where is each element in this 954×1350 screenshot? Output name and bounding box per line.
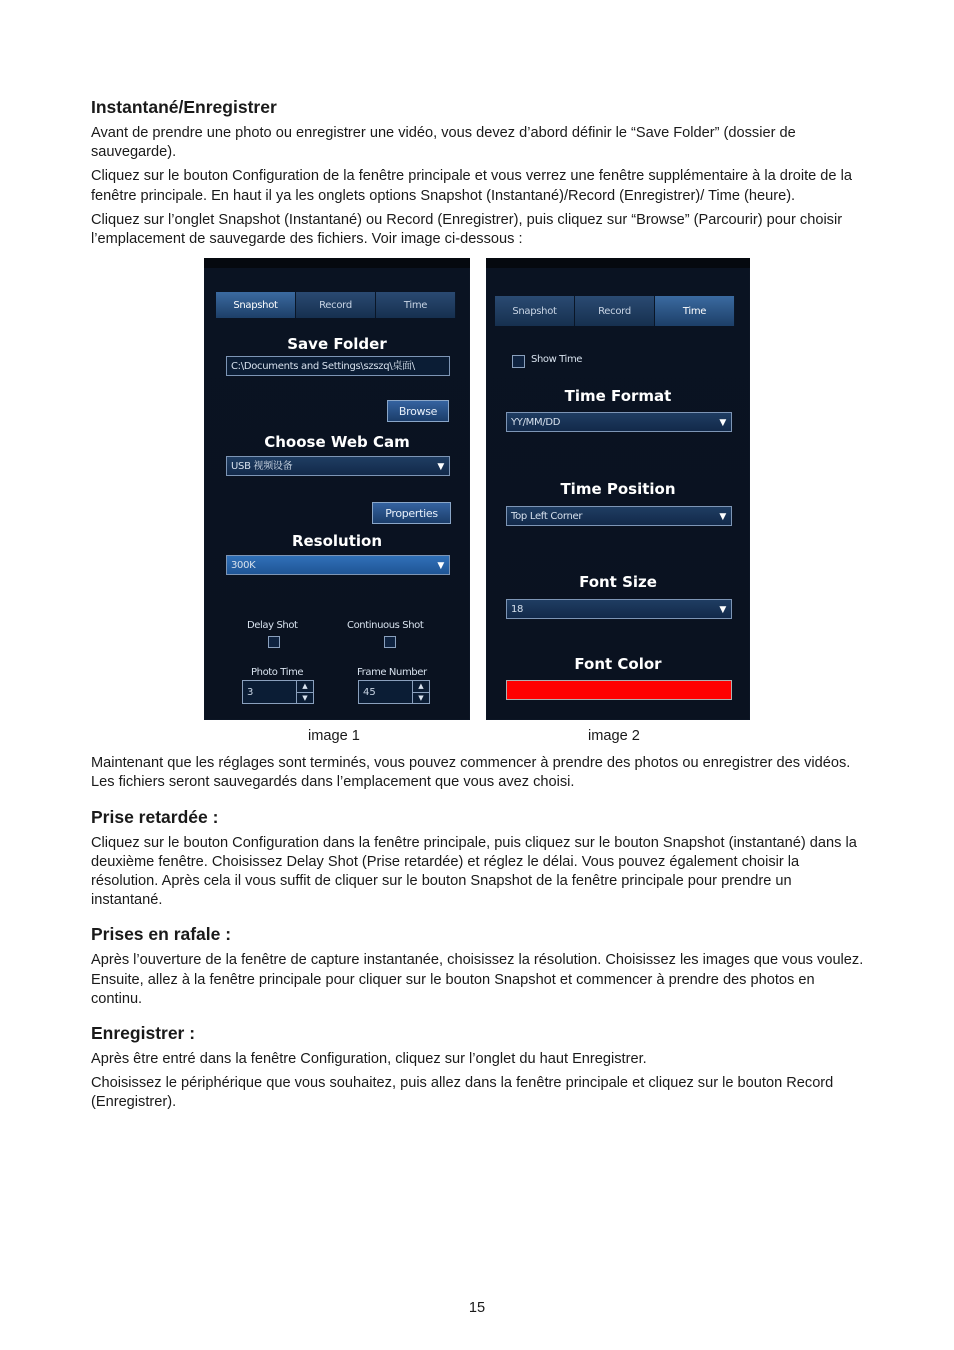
paragraph: Après être entré dans la fenêtre Configuration, cliquez sur l’onglet du haut Enregistrer. xyxy=(91,1051,647,1068)
webcam-select[interactable] xyxy=(226,456,450,476)
frame-number-label: Frame Number xyxy=(357,667,427,679)
frame-number-value: 45 xyxy=(363,687,376,699)
font-size-value: 18 xyxy=(511,604,524,616)
show-time-label: Show Time xyxy=(531,354,583,366)
dropdown-arrow-icon: ▼ xyxy=(437,462,444,473)
tab-snapshot[interactable]: Snapshot xyxy=(216,292,296,318)
choose-webcam-label: Choose Web Cam xyxy=(264,433,410,452)
stepper-buttons[interactable] xyxy=(296,681,313,703)
paragraph: Maintenant que les réglages sont terminés, vous pouvez commencer à prendre des photos ou enregistrer des vidéos. Les fichiers seront sauvegardés dans l’emplacement que vous avez choisi. xyxy=(91,755,851,791)
screenshot-time-panel xyxy=(486,258,750,720)
save-folder-input[interactable]: C:\Documents and Settings\szszq\桌面\ xyxy=(226,356,450,376)
tab-record[interactable]: Record xyxy=(575,296,655,326)
frame-number-stepper[interactable] xyxy=(358,680,430,704)
section-title-burst: Prises en rafale : xyxy=(91,924,232,945)
stepper-buttons[interactable] xyxy=(412,681,429,703)
paragraph: Avant de prendre une photo ou enregistrer une vidéo, vous devez d’abord définir le “Save Folder” (dossier de sauvegarde). xyxy=(91,125,796,161)
time-format-label: Time Format xyxy=(564,387,672,406)
dropdown-arrow-icon: ▼ xyxy=(719,512,726,523)
time-position-value: Top Left Corner xyxy=(511,511,583,523)
webcam-select-value: USB 视频设备 xyxy=(231,461,293,473)
figure-group xyxy=(91,258,866,754)
down-arrow-icon[interactable]: ▼ xyxy=(418,694,424,703)
section-title-delay-shot: Prise retardée : xyxy=(91,806,219,827)
photo-time-value: 3 xyxy=(247,687,254,699)
dropdown-arrow-icon: ▼ xyxy=(437,561,444,572)
screenshot-snapshot-panel xyxy=(204,258,470,720)
paragraph: Cliquez sur l’onglet Snapshot (Instantané) ou Record (Enregistrer), puis cliquez sur “Browse” (Parcourir) pour choisir l’emplacement de sauvegarde des fichiers. Voir image ci-dessous : xyxy=(91,211,843,248)
time-position-select[interactable] xyxy=(506,506,732,526)
properties-button[interactable]: Properties xyxy=(372,502,451,524)
section-title-snapshot-record: Instantané/Enregistrer xyxy=(91,97,277,117)
page-content xyxy=(91,96,866,1118)
font-color-label: Font Color xyxy=(574,655,662,674)
save-folder-label: Save Folder xyxy=(287,335,387,354)
tab-bar xyxy=(495,296,735,326)
time-format-select[interactable] xyxy=(506,412,732,432)
continuous-shot-label: Continuous Shot xyxy=(347,620,424,632)
tab-time[interactable]: Time xyxy=(376,292,456,318)
tab-time[interactable]: Time xyxy=(655,296,735,326)
photo-time-stepper[interactable] xyxy=(242,680,314,704)
font-color-swatch[interactable] xyxy=(506,680,732,700)
photo-time-label: Photo Time xyxy=(251,667,304,679)
dropdown-arrow-icon: ▼ xyxy=(719,605,726,616)
font-size-label: Font Size xyxy=(579,573,657,592)
title-bar xyxy=(204,258,470,268)
tab-bar xyxy=(216,292,456,318)
delay-shot-checkbox[interactable] xyxy=(268,636,280,648)
delay-shot-label: Delay Shot xyxy=(247,620,298,632)
section-title-record: Enregistrer : xyxy=(91,1023,196,1044)
font-size-select[interactable] xyxy=(506,599,732,619)
paragraph: Après l’ouverture de la fenêtre de capture instantanée, choisissez la résolution. Choisissez les images que vous voulez. Ensuite, allez à la fenêtre principale pour cliquer sur le bouton Snapshot et commencer à prendre des photos en continu. xyxy=(91,952,864,1007)
image-2-caption: image 2 xyxy=(588,728,640,745)
dropdown-arrow-icon: ▼ xyxy=(719,418,726,429)
image-1-caption: image 1 xyxy=(308,728,360,745)
page-number: 15 xyxy=(468,1300,486,1316)
resolution-select-value: 300K xyxy=(231,560,256,572)
time-position-label: Time Position xyxy=(560,480,676,499)
down-arrow-icon[interactable]: ▼ xyxy=(302,694,308,703)
paragraph: Cliquez sur le bouton Configuration dans la fenêtre principale, puis cliquez sur le bouton Snapshot (instantané) dans la deuxième fenêtre. Choisissez Delay Shot (Prise retardée) et réglez le délai. Vous pouvez également choisir la résolution. Après cela il vous suffit de cliquer sur le bouton Snapshot de la fenêtre principale pour prendre un instantané. xyxy=(91,834,857,909)
tab-snapshot[interactable]: Snapshot xyxy=(495,296,575,326)
resolution-label: Resolution xyxy=(291,532,383,551)
paragraph: Choisissez le périphérique que vous souhaitez, puis allez dans la fenêtre principale et cliquez sur le bouton Record (Enregistrer). xyxy=(91,1075,834,1111)
up-arrow-icon[interactable]: ▲ xyxy=(413,681,429,693)
resolution-select[interactable] xyxy=(226,555,450,575)
tab-record[interactable]: Record xyxy=(296,292,376,318)
show-time-checkbox[interactable] xyxy=(512,355,525,368)
paragraph: Cliquez sur le bouton Configuration de la fenêtre principale et vous verrez une fenêtre supplémentaire à la droite de la fenêtre principale. En haut il ya les onglets options Snapshot (Instantané)/Record (Enregistrer)/ Time (heure). xyxy=(91,168,852,204)
time-format-value: YY/MM/DD xyxy=(511,417,561,429)
browse-button[interactable]: Browse xyxy=(387,400,449,422)
up-arrow-icon[interactable]: ▲ xyxy=(297,681,313,693)
continuous-shot-checkbox[interactable] xyxy=(384,636,396,648)
title-bar xyxy=(486,258,750,268)
